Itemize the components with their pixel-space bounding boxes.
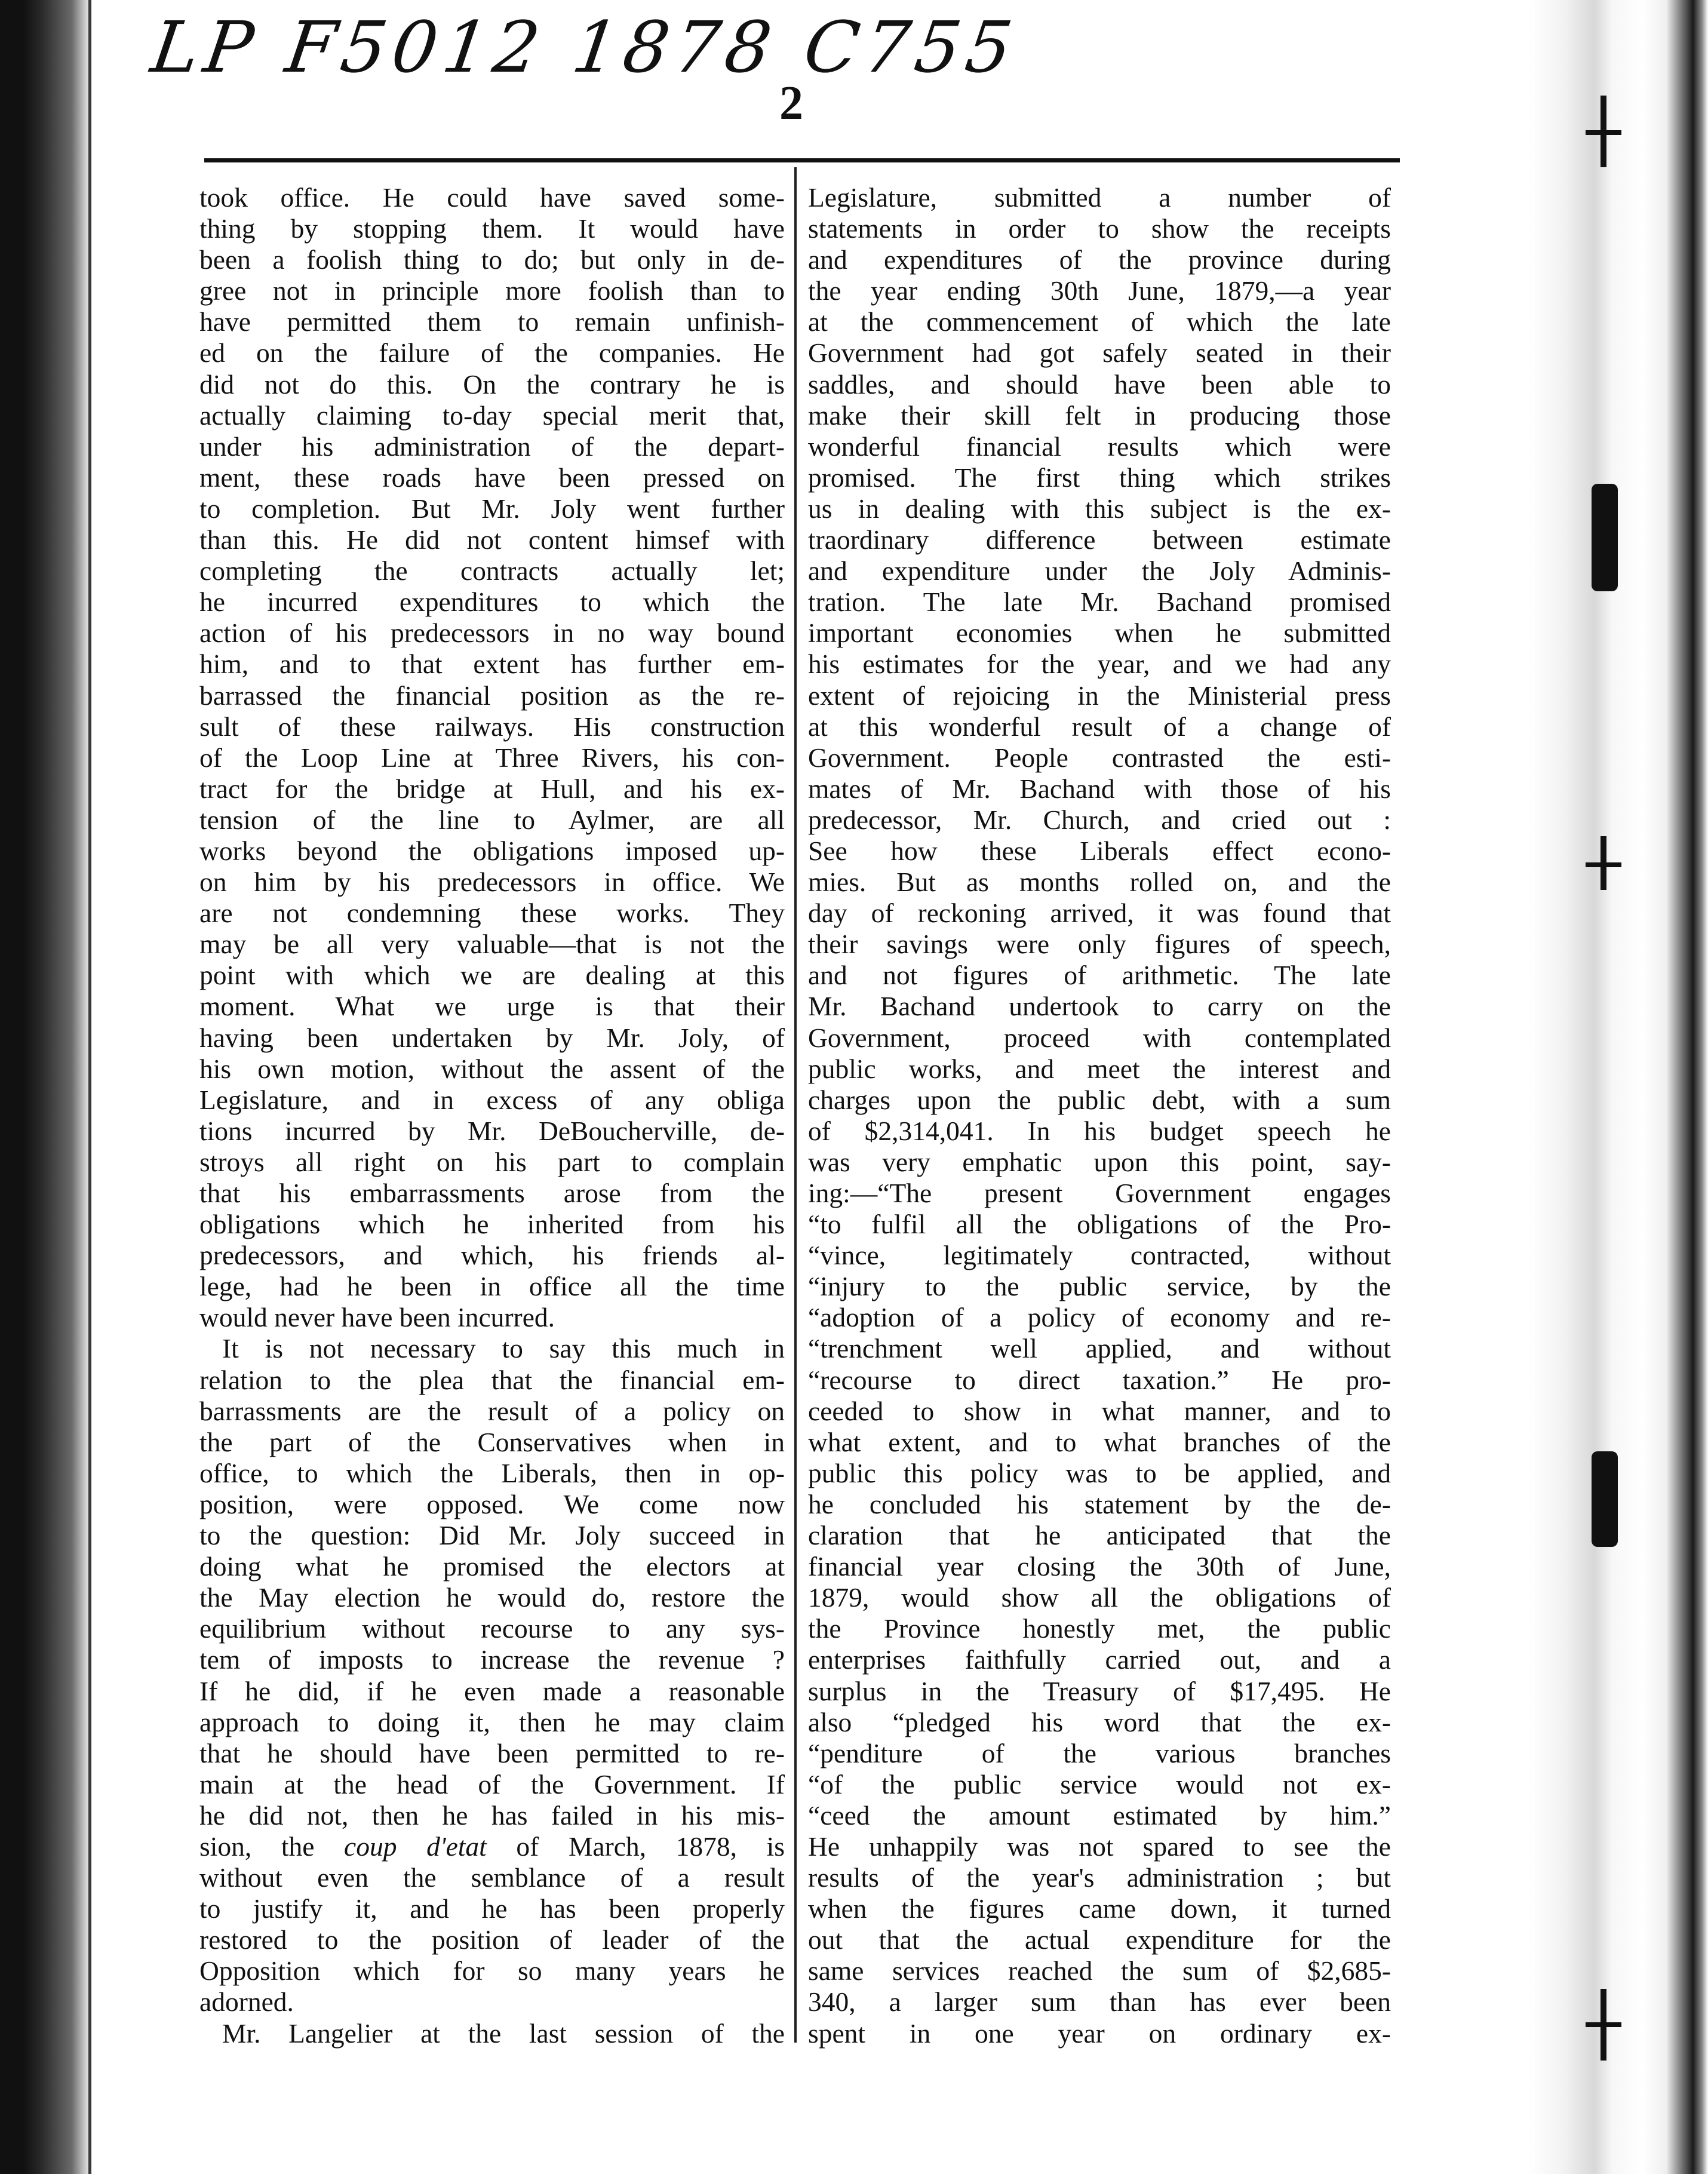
- text-line: Mr. Langelier at the last session of the: [222, 2018, 785, 2049]
- text-line: and expenditure under the Joly Adminis-: [808, 555, 1391, 587]
- text-line: thing by stopping them. It would have: [199, 213, 785, 244]
- text-line: wonderful financial results which were: [808, 431, 1391, 462]
- text-line: took office. He could have saved some-: [199, 182, 785, 213]
- text-line: he incurred expenditures to which the: [199, 587, 785, 618]
- left-page-edge-shadow: [0, 0, 93, 2174]
- text-line: promised. The first thing which strikes: [808, 462, 1391, 493]
- text-line: adorned.: [199, 1986, 294, 2018]
- text-line: “penditure of the various branches: [808, 1737, 1391, 1768]
- text-line: Government. People contrasted the esti-: [808, 742, 1391, 773]
- text-line: at the commencement of which the late: [808, 306, 1391, 337]
- text-line: mates of Mr. Bachand with those of his: [808, 773, 1391, 804]
- text-line: approach to doing it, then he may claim: [199, 1706, 785, 1737]
- text-line: extent of rejoicing in the Ministerial press: [808, 680, 1391, 711]
- text-line: same services reached the sum of $2,685-: [808, 1955, 1391, 1986]
- text-line: position, were opposed. We come now: [199, 1488, 785, 1519]
- text-line: public works, and meet the interest and: [808, 1053, 1391, 1084]
- text-line: “of the public service would not ex-: [808, 1768, 1391, 1800]
- right-text-column: [808, 182, 1391, 2049]
- text-line: office, to which the Liberals, then in op-: [199, 1457, 785, 1488]
- text-line: predecessor, Mr. Church, and cried out :: [808, 804, 1391, 835]
- text-line: have permitted them to remain unfinish-: [199, 306, 785, 337]
- text-line: Government had got safely seated in their: [808, 337, 1391, 369]
- text-line: results of the year's administration ; but: [808, 1862, 1391, 1893]
- handwritten-call-number: LP F5012 1878 C755: [146, 6, 1023, 88]
- text-line: tration. The late Mr. Bachand promised: [808, 587, 1391, 618]
- text-line: ed on the failure of the companies. He: [199, 337, 785, 369]
- text-line: “ceed the amount estimated by him.”: [808, 1800, 1391, 1831]
- text-line: the year ending 30th June, 1879,—a year: [808, 275, 1391, 306]
- text-line: traordinary difference between estimate: [808, 524, 1391, 555]
- text-fragment: of March, 1878, is: [486, 1831, 785, 1862]
- text-line: main at the head of the Government. If: [199, 1768, 785, 1800]
- text-line: tension of the line to Aylmer, are all: [199, 804, 785, 835]
- left-text-column: [199, 182, 785, 2049]
- text-line: their savings were only figures of speech,: [808, 929, 1391, 960]
- text-line: “adoption of a policy of economy and re-: [808, 1302, 1391, 1333]
- page-number: 2: [779, 77, 803, 130]
- text-line: barrassed the financial position as the re-: [199, 680, 785, 711]
- right-binding-strip: [1529, 0, 1708, 2174]
- text-line: obligations which he inherited from his: [199, 1209, 785, 1240]
- binding-blot: [1592, 484, 1618, 591]
- text-line: tem of imposts to increase the revenue ?: [199, 1644, 785, 1675]
- text-line: equilibrium without recourse to any sys-: [199, 1613, 785, 1644]
- text-line: that he should have been permitted to re-: [199, 1737, 785, 1768]
- text-line: and not figures of arithmetic. The late: [808, 960, 1391, 991]
- binding-mark: [1586, 862, 1621, 867]
- text-line: Government, proceed with contemplated: [808, 1022, 1391, 1053]
- text-line: [199, 1831, 785, 1862]
- text-line: action of his predecessors in no way bound: [199, 618, 785, 649]
- text-line: to completion. But Mr. Joly went further: [199, 493, 785, 524]
- text-line: would never have been incurred.: [199, 1302, 555, 1333]
- text-line: completing the contracts actually let;: [199, 555, 785, 587]
- text-line: Legislature, submitted a number of: [808, 182, 1391, 213]
- text-line: also “pledged his word that the ex-: [808, 1706, 1391, 1737]
- text-line: Mr. Bachand undertook to carry on the: [808, 991, 1391, 1022]
- text-line: important economies when he submitted: [808, 618, 1391, 649]
- text-line: may be all very valuable—that is not the: [199, 929, 785, 960]
- text-line: that his embarrassments arose from the: [199, 1178, 785, 1208]
- text-line: point with which we are dealing at this: [199, 960, 785, 991]
- italic-phrase: coup d'etat: [344, 1831, 487, 1862]
- text-line: “to fulfil all the obligations of the Pro-: [808, 1209, 1391, 1240]
- text-line: day of reckoning arrived, it was found that: [808, 898, 1391, 929]
- text-line: It is not necessary to say this much in: [222, 1333, 785, 1364]
- text-line: on him by his predecessors in office. We: [199, 867, 785, 898]
- text-line: at this wonderful result of a change of: [808, 711, 1391, 742]
- text-line: “trenchment well applied, and without: [808, 1333, 1391, 1364]
- text-line: than this. He did not content himsef with: [199, 524, 785, 555]
- text-line: predecessors, and which, his friends al-: [199, 1240, 785, 1271]
- text-line: of $2,314,041. In his budget speech he: [808, 1115, 1391, 1146]
- text-line: was very emphatic upon this point, say-: [808, 1146, 1391, 1177]
- text-line: of the Loop Line at Three Rivers, his con-: [199, 742, 785, 773]
- text-line: stroys all right on his part to complain: [199, 1146, 785, 1177]
- text-line: him, and to that extent has further em-: [199, 649, 785, 680]
- text-line: If he did, if he even made a reasonable: [199, 1675, 785, 1706]
- text-line: 1879, would show all the obligations of: [808, 1582, 1391, 1613]
- text-line: ing:—“The present Government engages: [808, 1178, 1391, 1208]
- text-line: without even the semblance of a result: [199, 1862, 785, 1893]
- text-line: See how these Liberals effect econo-: [808, 835, 1391, 866]
- text-line: what extent, and to what branches of the: [808, 1426, 1391, 1457]
- text-line: relation to the plea that the financial em-: [199, 1364, 785, 1395]
- text-line: Opposition which for so many years he: [199, 1955, 785, 1986]
- text-line: to justify it, and he has been properly: [199, 1893, 785, 1924]
- text-line: sult of these railways. His construction: [199, 711, 785, 742]
- text-line: been a foolish thing to do; but only in de-: [199, 244, 785, 275]
- text-line: to the question: Did Mr. Joly succeed in: [199, 1520, 785, 1551]
- text-line: “vince, legitimately contracted, without: [808, 1240, 1391, 1271]
- text-line: he concluded his statement by the de-: [808, 1488, 1391, 1519]
- text-line: when the figures came down, it turned: [808, 1893, 1391, 1924]
- text-line: lege, had he been in office all the time: [199, 1271, 785, 1302]
- text-line: He unhappily was not spared to see the: [808, 1831, 1391, 1862]
- text-line: and expenditures of the province during: [808, 244, 1391, 275]
- text-line: ceeded to show in what manner, and to: [808, 1395, 1391, 1426]
- text-line: doing what he promised the electors at: [199, 1551, 785, 1582]
- text-line: barrassments are the result of a policy on: [199, 1395, 785, 1426]
- text-line: spent in one year on ordinary ex-: [808, 2018, 1391, 2049]
- text-line: gree not in principle more foolish than to: [199, 275, 785, 306]
- text-line: did not do this. On the contrary he is: [199, 369, 785, 400]
- text-line: public this policy was to be applied, and: [808, 1457, 1391, 1488]
- text-fragment: sion, the: [199, 1831, 345, 1862]
- column-divider: [794, 167, 797, 2043]
- binding-stitch: [1601, 96, 1606, 167]
- text-line: charges upon the public debt, with a sum: [808, 1084, 1391, 1115]
- header-rule: [204, 158, 1400, 162]
- text-line: make their skill felt in producing those: [808, 400, 1391, 431]
- text-line: ment, these roads have been pressed on: [199, 462, 785, 493]
- binding-mark: [1586, 2022, 1621, 2027]
- text-line: financial year closing the 30th of June,: [808, 1551, 1391, 1582]
- text-line: the Province honestly met, the public: [808, 1613, 1391, 1644]
- text-line: he did not, then he has failed in his mis-: [199, 1800, 785, 1831]
- text-line: having been undertaken by Mr. Joly, of: [199, 1022, 785, 1053]
- text-line: us in dealing with this subject is the ex-: [808, 493, 1391, 524]
- text-line: 340, a larger sum than has ever been: [808, 1986, 1391, 2018]
- text-line: saddles, and should have been able to: [808, 369, 1391, 400]
- text-line: “recourse to direct taxation.” He pro-: [808, 1364, 1391, 1395]
- text-line: statements in order to show the receipts: [808, 213, 1391, 244]
- binding-blot: [1592, 1451, 1618, 1547]
- text-line: under his administration of the depart-: [199, 431, 785, 462]
- text-line: his estimates for the year, and we had any: [808, 649, 1391, 680]
- text-line: out that the actual expenditure for the: [808, 1924, 1391, 1955]
- text-line: enterprises faithfully carried out, and a: [808, 1644, 1391, 1675]
- text-line: mies. But as months rolled on, and the: [808, 867, 1391, 898]
- text-line: surplus in the Treasury of $17,495. He: [808, 1675, 1391, 1706]
- text-line: his own motion, without the assent of the: [199, 1053, 785, 1084]
- text-line: “injury to the public service, by the: [808, 1271, 1391, 1302]
- text-line: actually claiming to-day special merit that,: [199, 400, 785, 431]
- text-line: restored to the position of leader of the: [199, 1924, 785, 1955]
- left-page-edge-line: [88, 0, 91, 2174]
- text-line: Legislature, and in excess of any obliga: [199, 1084, 785, 1115]
- text-line: claration that he anticipated that the: [808, 1520, 1391, 1551]
- text-line: tract for the bridge at Hull, and his ex-: [199, 773, 785, 804]
- text-line: the part of the Conservatives when in: [199, 1426, 785, 1457]
- text-line: are not condemning these works. They: [199, 898, 785, 929]
- text-line: the May election he would do, restore the: [199, 1582, 785, 1613]
- text-line: moment. What we urge is that their: [199, 991, 785, 1022]
- text-line: works beyond the obligations imposed up-: [199, 835, 785, 866]
- text-line: tions incurred by Mr. DeBoucherville, de-: [199, 1115, 785, 1146]
